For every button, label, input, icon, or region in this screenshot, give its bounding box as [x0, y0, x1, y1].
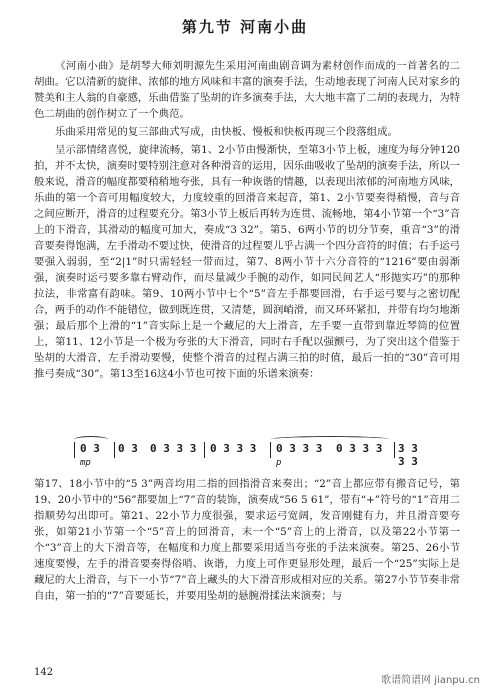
page-number: 142 [34, 667, 54, 678]
bar-line [114, 442, 115, 458]
section-title: 第九节 河南小曲 [181, 18, 309, 36]
music-score [74, 434, 428, 470]
score-note: 0 3 3 3 [150, 442, 197, 455]
bar-line [270, 442, 271, 458]
bar-line [204, 442, 205, 458]
score-note: 0 3 [118, 442, 138, 455]
site-watermark: 歌谱简谱网 jianpu.cn [381, 675, 480, 686]
score-note: 0 3 3 3 [210, 442, 257, 455]
score-note: 3 3 3 3 [398, 442, 418, 468]
dynamic-mark: mp [80, 458, 91, 468]
bar-line [74, 442, 75, 458]
paragraph-exposition: 呈示部情绪喜悦，旋律流畅，第1、2小节由慢渐快，至第3小节上板，速度为每分钟120拍，并不太快，演奏时要特别注意对各种滑音的运用，因乐曲吸收了坠胡的演奏手法，所以一般来说，滑音的幅度都要稍稍地夸张，具有一种诙谐的情趣，以表现出浓郁的河南地方风味，乐曲的第一个音可用幅度较大，力度较重的回滑音来起音，第1、2小节要奏得稍慢，音与音之间应断开，滑音的过程要充分。第3小节上板后再转为连贯、流畅地，第4小节第一个“3”音上的下滑音，其滑动的幅度可加大，奏成“3 32”。第5、6两小节的切分节奏，重音“3”的滑音要奏得饱满，左手滑动不要过快，使滑音的过程要儿乎占满一个四分音符的时值；右手运弓要强入弱弱，至“2|1”时只需轻轻一带而过，第7、8两小节十六分音符的“1216”要由弱渐强，演奏时运弓要多靠右臂动作，而尽量减少手腕的动作，如同民间艺人“形抛实巧”的那种拉法，非常富有韵味。第9、10两小节中七个“5”音左手都要回滑，右手运弓要与之密切配合，两手的动作不能错位，做到既连贯，又清楚，圆润峭滑，而又环环紧扣，并带有均匀地渐强；最后那个上滑的“1”音实际上是一个藏尼的大上滑音，左手要一直带到靠近琴筒的位置上，第11、12小节是一个极为夸张的大下滑音，同时右手配以强颤弓，为了突出这个借鉴于坠胡的大滑音，左手滑动要慢，使整个滑音的过程占满三拍的时值，最后一拍的“30”音可用推弓奏成“30”。第13至16这4小节也可按下面的乐谱来演奏： [34, 144, 461, 380]
score-note: 0 3 3 3 [336, 442, 383, 455]
dynamic-mark: p [276, 458, 282, 468]
paragraph-measures: 第17、18小节中的“5 3”两音均用二指的回指滑音来奏出；“2”音上都应带有搬音记号，第19、20小节中的“56”都要加上“7”音的装饰，演奏成“56 5 61”，带有“+”符号的“1”音用二指顺势勾出即可。第21、22小节力度很强，要求运弓宽阔，发音刚健有力，并且滑音要夸张，如第21小节第一个“5”音上的回滑音，末一个“5”音上的上滑音，以及第22小节第一个“3”音上的大下滑音等，在幅度和力度上都要采用适当夸张的手法来演奏。第25、26小节速度要慢，左手的滑音要奏得俗哨、诙谐，力度上可作更显形处理，最后一个“25”实际上是藏尼的大上滑音，与下一小节“7”音上藏头的大下滑音形成相对应的关系。第27小节节奏非常自由，第一拍的“7”音要延长，并要用坠胡的悬腕滑揉法来演奏；与 [34, 478, 460, 602]
paragraph-form: 乐曲采用常见的复三部曲式写成，由快板、慢板和快板再现三个段落组成。 [55, 126, 398, 138]
score-note: 0 3 3 3 [276, 442, 323, 455]
score-note: 0 3 [80, 442, 100, 455]
bar-line [394, 442, 395, 458]
paragraph-intro: 《河南小曲》是胡琴大师刘明源先生采用河南曲剧音调为素材创作而成的一首著名的二胡曲。它以清新的旋律、浓郁的地方风味和丰富的演奏手法，生动地表现了河南人民对家乡的赞美和主人翁的自豪感，乐曲借鉴了坠胡的许多演奏手法，大大地丰富了二胡的表现力，为特色二胡曲的创作树立了一个典范。 [34, 60, 461, 120]
